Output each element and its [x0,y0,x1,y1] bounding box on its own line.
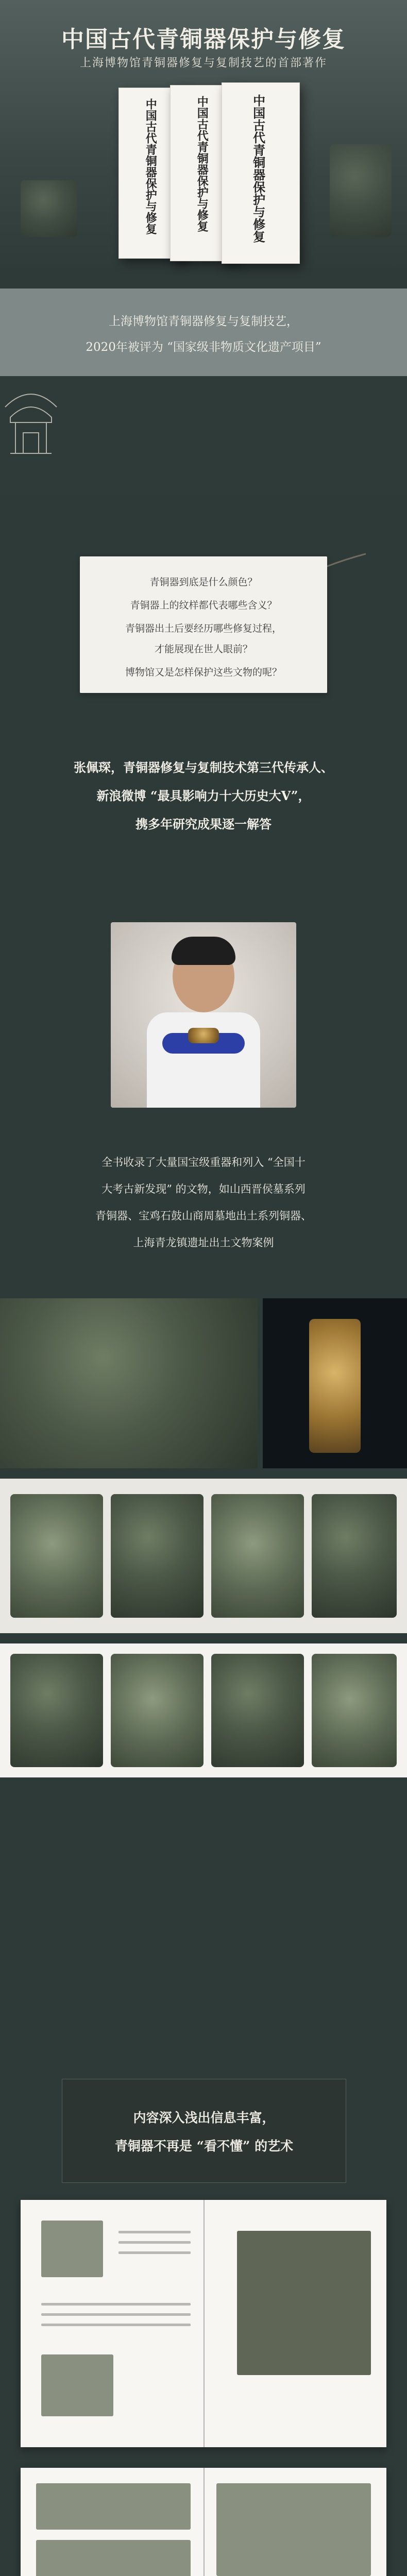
author-photo [111,922,296,1108]
spread-gutter [204,2468,205,2576]
spread-text-line [118,2241,191,2244]
author-body [147,1012,260,1108]
author-intro-line-2: 新浪微博 “最具影响力十大历史大V”， [96,788,311,803]
spread-text-line [118,2231,191,2233]
pavilion-illustration [0,376,407,495]
spread-gutter [204,2200,205,2447]
book-title-2: 中国古代青铜器保护与修复 [195,96,209,232]
author-hair [172,937,235,965]
page-subtitle: 上海博物馆青铜器修复与复制技艺的首部著作 [79,57,327,70]
book-title-1: 中国古代青铜器保护与修复 [144,98,158,234]
features-line-2: 大考古新发现” 的文物，如山西晋侯墓系列 [101,1183,306,1195]
question-2: 青铜器上的纹样都代表哪些含义？ [130,600,277,611]
spread-text-line [41,2324,191,2326]
award-section [0,289,407,376]
content-banner [62,2079,346,2183]
author-intro-line-3: 携多年研究成果逐一解答 [135,817,272,832]
spread-image-3 [237,2231,371,2375]
artifact-photo-5 [211,1494,304,1618]
book-spread-1 [21,2200,386,2447]
spread-image-4 [36,2483,191,2530]
award-line-1: 上海博物馆青铜器修复与复制技艺， [109,315,298,328]
bronze-vessel-decoration-left [21,180,77,237]
artifact-photo-3 [10,1494,103,1618]
artifact-photo-2 [309,1319,361,1453]
artifact-photo-8 [111,1654,204,1767]
question-card [80,556,327,693]
bronze-fragment [188,1028,219,1043]
book-spread-2 [21,2468,386,2576]
question-4: 才能展现在世人眼前？ [154,643,252,655]
artifact-photo-10 [312,1654,397,1767]
artifact-grid-row-2 [0,1479,407,1633]
pavilion-icon [0,376,407,495]
question-5: 博物馆又是怎样保护这些文物的呢？ [125,667,282,678]
question-1: 青铜器到底是什么颜色？ [149,577,258,588]
book-title-3: 中国古代青铜器保护与修复 [250,94,266,243]
book-cover-3 [222,82,300,264]
cover-section [0,0,407,268]
artifact-photo-9 [211,1654,304,1767]
spread-image-2 [41,2354,113,2416]
page-title: 中国古代青铜器保护与修复 [61,26,346,53]
award-line-2: 2020年被评为 “国家级非物质文化遗产项目” [86,341,321,354]
artifact-photo-4 [111,1494,204,1618]
artifact-photo-1 [0,1298,258,1468]
artifact-photo-7 [10,1654,103,1767]
spread-text-line [41,2303,191,2306]
banner-line-1: 内容深入浅出信息丰富， [133,2110,275,2125]
spread-text-line [41,2313,191,2316]
spread-image-1 [41,2221,103,2277]
question-3: 青铜器出土后要经历哪些修复过程， [125,623,282,634]
spread-image-5 [36,2540,191,2576]
features-line-1: 全书收录了大量国宝级重器和列入 “全国十 [101,1156,306,1168]
banner-line-2: 青铜器不再是 “看不懂” 的艺术 [114,2139,294,2154]
features-line-4: 上海青龙镇遗址出土文物案例 [133,1236,274,1249]
bronze-vessel-decoration-right [330,144,392,237]
artifact-photo-6 [312,1494,397,1618]
artifact-grid-row-3 [0,1643,407,1777]
features-line-3: 青铜器、宝鸡石鼓山商周墓地出土系列铜器、 [95,1210,312,1222]
spread-text-line [118,2251,191,2254]
artifact-photo-2-bg [263,1298,407,1468]
spread-image-7 [216,2483,371,2576]
author-intro-line-1: 张佩琛，青铜器修复与复制技术第三代传承人、 [74,760,333,775]
